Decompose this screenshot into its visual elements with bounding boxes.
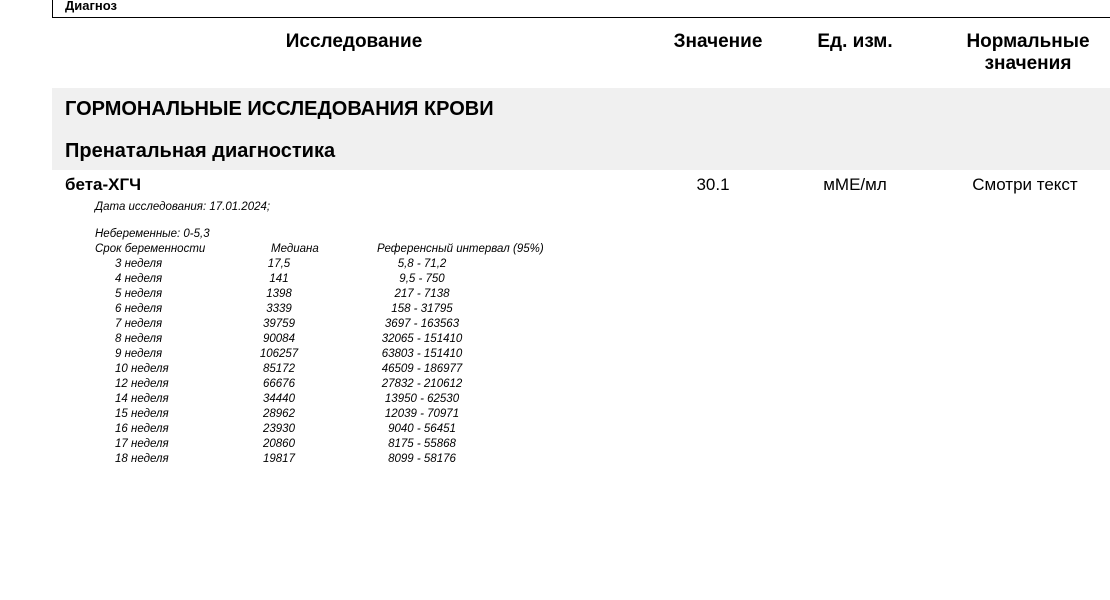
column-header-interval: Референсный интервал (95%) bbox=[377, 243, 544, 255]
interval-cell: 46509 - 186977 bbox=[381, 363, 463, 375]
term-cell: 3 неделя bbox=[115, 258, 163, 270]
header-value: Значение bbox=[673, 31, 763, 52]
interval-cell: 5,8 - 71,2 bbox=[397, 258, 447, 270]
median-cell: 141 bbox=[269, 273, 289, 285]
interval-cell: 158 - 31795 bbox=[391, 303, 453, 315]
test-name: бета-ХГЧ bbox=[65, 175, 142, 194]
term-cell: 18 неделя bbox=[115, 453, 169, 465]
term-cell: 14 неделя bbox=[115, 393, 169, 405]
term-cell: 16 неделя bbox=[115, 423, 169, 435]
term-cell: 5 неделя bbox=[115, 288, 163, 300]
term-cell: 8 неделя bbox=[115, 333, 163, 345]
nonpregnant-reference: Небеременные: 0-5,3 bbox=[95, 228, 210, 240]
median-cell: 66676 bbox=[263, 378, 295, 390]
median-cell: 23930 bbox=[263, 423, 295, 435]
interval-cell: 3697 - 163563 bbox=[384, 318, 460, 330]
median-cell: 39759 bbox=[263, 318, 295, 330]
median-cell: 90084 bbox=[263, 333, 295, 345]
diagnosis-label: Диагноз bbox=[65, 0, 117, 13]
header-normal-line2: значения bbox=[984, 53, 1072, 74]
test-value: 30.1 bbox=[696, 175, 730, 194]
interval-cell: 8099 - 58176 bbox=[388, 453, 456, 465]
header-normal-values bbox=[948, 31, 1108, 75]
column-header-median: Медиана bbox=[271, 243, 319, 255]
median-cell: 20860 bbox=[263, 438, 295, 450]
median-cell: 28962 bbox=[263, 408, 295, 420]
subsection-band bbox=[52, 132, 1110, 170]
interval-cell: 9040 - 56451 bbox=[388, 423, 456, 435]
study-date: Дата исследования: 17.01.2024; bbox=[95, 201, 271, 213]
median-cell: 17,5 bbox=[267, 258, 291, 270]
median-cell: 3339 bbox=[266, 303, 292, 315]
term-cell: 12 неделя bbox=[115, 378, 169, 390]
term-cell: 6 неделя bbox=[115, 303, 163, 315]
median-cell: 106257 bbox=[259, 348, 299, 360]
diagnosis-box bbox=[52, 0, 1110, 18]
median-cell: 19817 bbox=[263, 453, 295, 465]
subsection-title: Пренатальная диагностика bbox=[65, 140, 336, 162]
term-cell: 17 неделя bbox=[115, 438, 169, 450]
median-cell: 85172 bbox=[263, 363, 295, 375]
column-header-term: Срок беременности bbox=[95, 243, 206, 255]
interval-cell: 32065 - 151410 bbox=[381, 333, 463, 345]
term-cell: 10 неделя bbox=[115, 363, 169, 375]
term-cell: 9 неделя bbox=[115, 348, 163, 360]
header-study: Исследование bbox=[285, 31, 423, 52]
interval-cell: 12039 - 70971 bbox=[384, 408, 460, 420]
section-band bbox=[52, 88, 1110, 132]
interval-cell: 9,5 - 750 bbox=[399, 273, 445, 285]
section-title: ГОРМОНАЛЬНЫЕ ИССЛЕДОВАНИЯ КРОВИ bbox=[65, 98, 494, 120]
test-normal-values: Смотри текст bbox=[972, 175, 1078, 194]
interval-cell: 8175 - 55868 bbox=[388, 438, 456, 450]
median-cell: 1398 bbox=[266, 288, 292, 300]
term-cell: 4 неделя bbox=[115, 273, 163, 285]
interval-cell: 63803 - 151410 bbox=[381, 348, 463, 360]
median-cell: 34440 bbox=[263, 393, 295, 405]
interval-cell: 13950 - 62530 bbox=[384, 393, 460, 405]
interval-cell: 27832 - 210612 bbox=[381, 378, 463, 390]
header-unit: Ед. изм. bbox=[817, 31, 893, 52]
test-unit: мМЕ/мл bbox=[823, 175, 887, 194]
term-cell: 15 неделя bbox=[115, 408, 169, 420]
interval-cell: 217 - 7138 bbox=[394, 288, 450, 300]
header-normal-line1: Нормальные bbox=[966, 31, 1090, 52]
term-cell: 7 неделя bbox=[115, 318, 163, 330]
